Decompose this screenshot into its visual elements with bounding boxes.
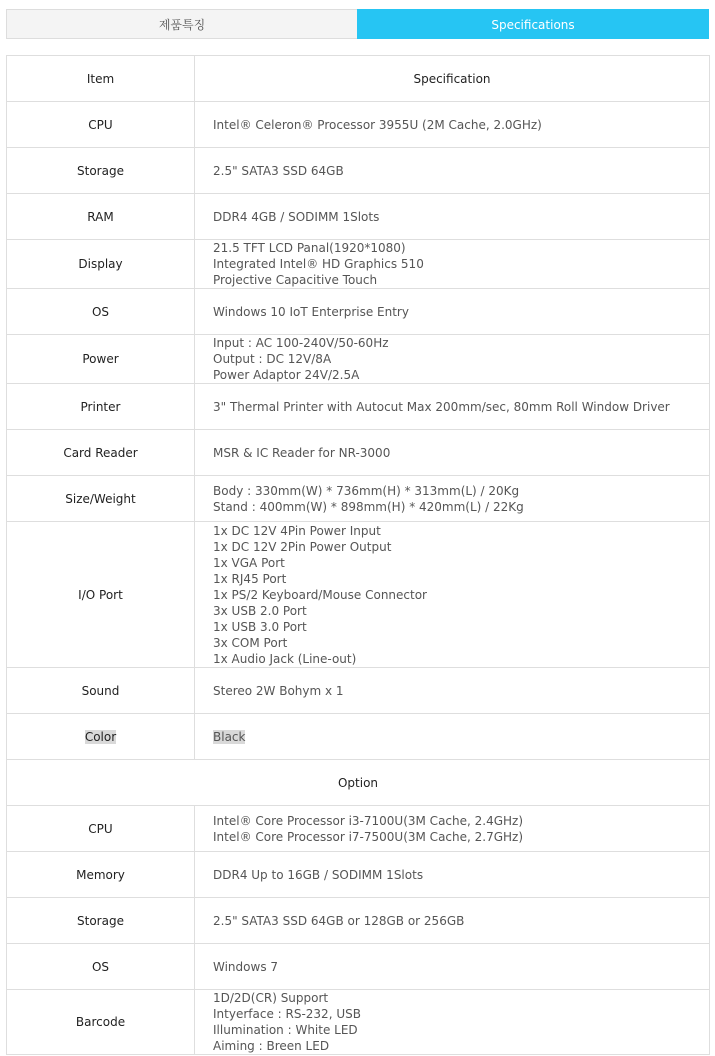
row-value-text: 3x USB 2.0 Port bbox=[213, 603, 307, 618]
row-value-text: Stereo 2W Bohym x 1 bbox=[213, 683, 344, 698]
row-value-text: Power Adaptor 24V/2.5A bbox=[213, 368, 360, 382]
row-value-text: 1x USB 3.0 Port bbox=[213, 619, 307, 634]
row-value-line bbox=[213, 523, 709, 539]
row-value bbox=[195, 384, 710, 430]
row-value-text: 21.5 TFT LCD Panal(1920*1080) bbox=[213, 241, 406, 255]
row-value-text: Intel® Core Processor i7-7500U(3M Cache, 2.7GHz) bbox=[213, 829, 524, 844]
row-value-line bbox=[213, 1022, 709, 1038]
row-value-line bbox=[213, 683, 709, 699]
row-value-text: Output : DC 12V/8A bbox=[213, 352, 332, 366]
table-row bbox=[7, 852, 710, 898]
row-value-line bbox=[213, 209, 709, 225]
table-row bbox=[7, 194, 710, 240]
row-value bbox=[195, 806, 710, 852]
row-value-text: Input : AC 100-240V/50-60Hz bbox=[213, 336, 389, 350]
row-value-text: Intel® Core Processor i3-7100U(3M Cache, 2.4GHz) bbox=[213, 813, 524, 828]
row-value-line bbox=[213, 351, 709, 367]
row-value-text: 2.5" SATA3 SSD 64GB bbox=[213, 163, 344, 178]
row-value-line bbox=[213, 959, 709, 975]
row-value-text: Aiming : Breen LED bbox=[213, 1039, 330, 1053]
row-label-text: Sound bbox=[81, 683, 120, 698]
table-row bbox=[7, 289, 710, 335]
row-label bbox=[7, 240, 195, 289]
row-value-line bbox=[213, 571, 709, 587]
row-label bbox=[7, 714, 195, 760]
row-label bbox=[7, 990, 195, 1055]
header-specification: Specification bbox=[195, 56, 710, 102]
row-value-text: MSR & IC Reader for NR-3000 bbox=[213, 445, 391, 460]
row-value-line bbox=[213, 539, 709, 555]
row-value bbox=[195, 148, 710, 194]
row-label bbox=[7, 194, 195, 240]
row-label-text: Color bbox=[84, 729, 117, 744]
row-label-text: Card Reader bbox=[63, 445, 138, 460]
row-value-line bbox=[213, 163, 709, 179]
row-label-text: I/O Port bbox=[78, 587, 123, 602]
row-label bbox=[7, 852, 195, 898]
row-value-line bbox=[213, 555, 709, 571]
table-header-row bbox=[7, 56, 710, 102]
row-value-line bbox=[213, 399, 709, 415]
row-label bbox=[7, 430, 195, 476]
row-value-text: 1x VGA Port bbox=[213, 555, 285, 570]
row-value-line bbox=[213, 587, 709, 603]
row-value-line bbox=[213, 867, 709, 883]
table-row bbox=[7, 335, 710, 384]
row-value-line bbox=[213, 651, 709, 667]
row-value-line bbox=[213, 367, 709, 383]
row-label-text: RAM bbox=[87, 209, 114, 224]
row-value bbox=[195, 944, 710, 990]
row-value-line bbox=[213, 990, 709, 1006]
row-value-text: Intyerface : RS-232, USB bbox=[213, 1007, 361, 1021]
table-row bbox=[7, 476, 710, 522]
table-row bbox=[7, 668, 710, 714]
row-value bbox=[195, 335, 710, 384]
row-label-text: Printer bbox=[80, 399, 121, 414]
row-value bbox=[195, 852, 710, 898]
table-row bbox=[7, 898, 710, 944]
row-value-text: Windows 10 IoT Enterprise Entry bbox=[213, 304, 409, 319]
row-label bbox=[7, 668, 195, 714]
row-value bbox=[195, 668, 710, 714]
row-value-line bbox=[213, 499, 709, 515]
row-value-line bbox=[213, 635, 709, 651]
row-value bbox=[195, 898, 710, 944]
row-value bbox=[195, 289, 710, 335]
row-label bbox=[7, 898, 195, 944]
tab-specifications[interactable]: Specifications bbox=[357, 9, 709, 39]
row-value-text: Projective Capacitive Touch bbox=[213, 273, 378, 287]
row-label bbox=[7, 806, 195, 852]
table-row bbox=[7, 806, 710, 852]
row-value-text: Black bbox=[213, 729, 246, 744]
row-value bbox=[195, 476, 710, 522]
row-value-line bbox=[213, 483, 709, 499]
row-value bbox=[195, 990, 710, 1055]
row-value-text: 1x Audio Jack (Line-out) bbox=[213, 651, 357, 666]
row-value bbox=[195, 714, 710, 760]
option-section-row bbox=[7, 760, 710, 806]
tab-bar bbox=[6, 9, 709, 39]
row-value-line bbox=[213, 304, 709, 320]
row-label-text: Display bbox=[78, 257, 123, 271]
row-value-text: Intel® Celeron® Processor 3955U (2M Cache, 2.0GHz) bbox=[213, 117, 542, 132]
row-value-line bbox=[213, 913, 709, 929]
table-row bbox=[7, 148, 710, 194]
row-value-line bbox=[213, 619, 709, 635]
row-value-line bbox=[213, 813, 709, 829]
row-label-text: CPU bbox=[88, 821, 113, 836]
row-value bbox=[195, 102, 710, 148]
row-value-line bbox=[213, 1006, 709, 1022]
row-value-line bbox=[213, 272, 709, 288]
row-label-text: Size/Weight bbox=[65, 491, 136, 506]
row-value bbox=[195, 522, 710, 668]
row-label bbox=[7, 384, 195, 430]
table-row bbox=[7, 990, 710, 1055]
table-row bbox=[7, 240, 710, 289]
row-value-line bbox=[213, 603, 709, 619]
row-value-line bbox=[213, 117, 709, 133]
table-row bbox=[7, 430, 710, 476]
row-value bbox=[195, 430, 710, 476]
row-value-text: Integrated Intel® HD Graphics 510 bbox=[213, 257, 424, 271]
row-value-text: 1D/2D(CR) Support bbox=[213, 991, 329, 1005]
row-value-line bbox=[213, 1038, 709, 1054]
row-value-text: 1x DC 12V 4Pin Power Input bbox=[213, 523, 381, 538]
row-label bbox=[7, 944, 195, 990]
spec-table bbox=[6, 55, 710, 1055]
table-row bbox=[7, 944, 710, 990]
row-value-line bbox=[213, 445, 709, 461]
option-section-title: Option bbox=[7, 760, 710, 806]
row-value-line bbox=[213, 829, 709, 845]
row-value-text: 1x PS/2 Keyboard/Mouse Connector bbox=[213, 587, 427, 602]
table-row bbox=[7, 522, 710, 668]
header-item: Item bbox=[7, 56, 195, 102]
row-value-text: DDR4 Up to 16GB / SODIMM 1Slots bbox=[213, 867, 424, 882]
row-label-text: Barcode bbox=[75, 1015, 126, 1029]
row-value-text: 3x COM Port bbox=[213, 635, 288, 650]
row-value-text: 1x RJ45 Port bbox=[213, 571, 287, 586]
row-value bbox=[195, 194, 710, 240]
row-label-text: Power bbox=[82, 352, 119, 366]
row-label bbox=[7, 476, 195, 522]
row-value-text: Stand : 400mm(W) * 898mm(H) * 420mm(L) / 22Kg bbox=[213, 499, 524, 514]
row-label-text: Memory bbox=[76, 867, 125, 882]
row-label bbox=[7, 102, 195, 148]
row-label bbox=[7, 522, 195, 668]
row-value-line bbox=[213, 729, 709, 745]
row-label-text: OS bbox=[91, 304, 110, 319]
row-value-line bbox=[213, 240, 709, 256]
row-value-text: 1x DC 12V 2Pin Power Output bbox=[213, 539, 392, 554]
row-value bbox=[195, 240, 710, 289]
row-label bbox=[7, 335, 195, 384]
row-value-text: DDR4 4GB / SODIMM 1Slots bbox=[213, 209, 380, 224]
row-label-text: OS bbox=[91, 959, 110, 974]
row-value-text: Windows 7 bbox=[213, 959, 279, 974]
row-label-text: CPU bbox=[88, 117, 113, 132]
row-value-line bbox=[213, 335, 709, 351]
row-label-text: Storage bbox=[77, 163, 124, 178]
row-value-text: 2.5" SATA3 SSD 64GB or 128GB or 256GB bbox=[213, 913, 465, 928]
row-label bbox=[7, 148, 195, 194]
table-row bbox=[7, 102, 710, 148]
row-value-text: Illumination : White LED bbox=[213, 1023, 358, 1037]
row-value-text: 3" Thermal Printer with Autocut Max 200mm/sec, 80mm Roll Window Driver bbox=[213, 399, 670, 414]
row-value-text: Body : 330mm(W) * 736mm(H) * 313mm(L) / 20Kg bbox=[213, 483, 520, 498]
table-row bbox=[7, 714, 710, 760]
row-label bbox=[7, 289, 195, 335]
table-row bbox=[7, 384, 710, 430]
row-value-line bbox=[213, 256, 709, 272]
tab-product-features[interactable]: 제품특징 bbox=[6, 9, 357, 39]
row-label-text: Storage bbox=[77, 913, 124, 928]
